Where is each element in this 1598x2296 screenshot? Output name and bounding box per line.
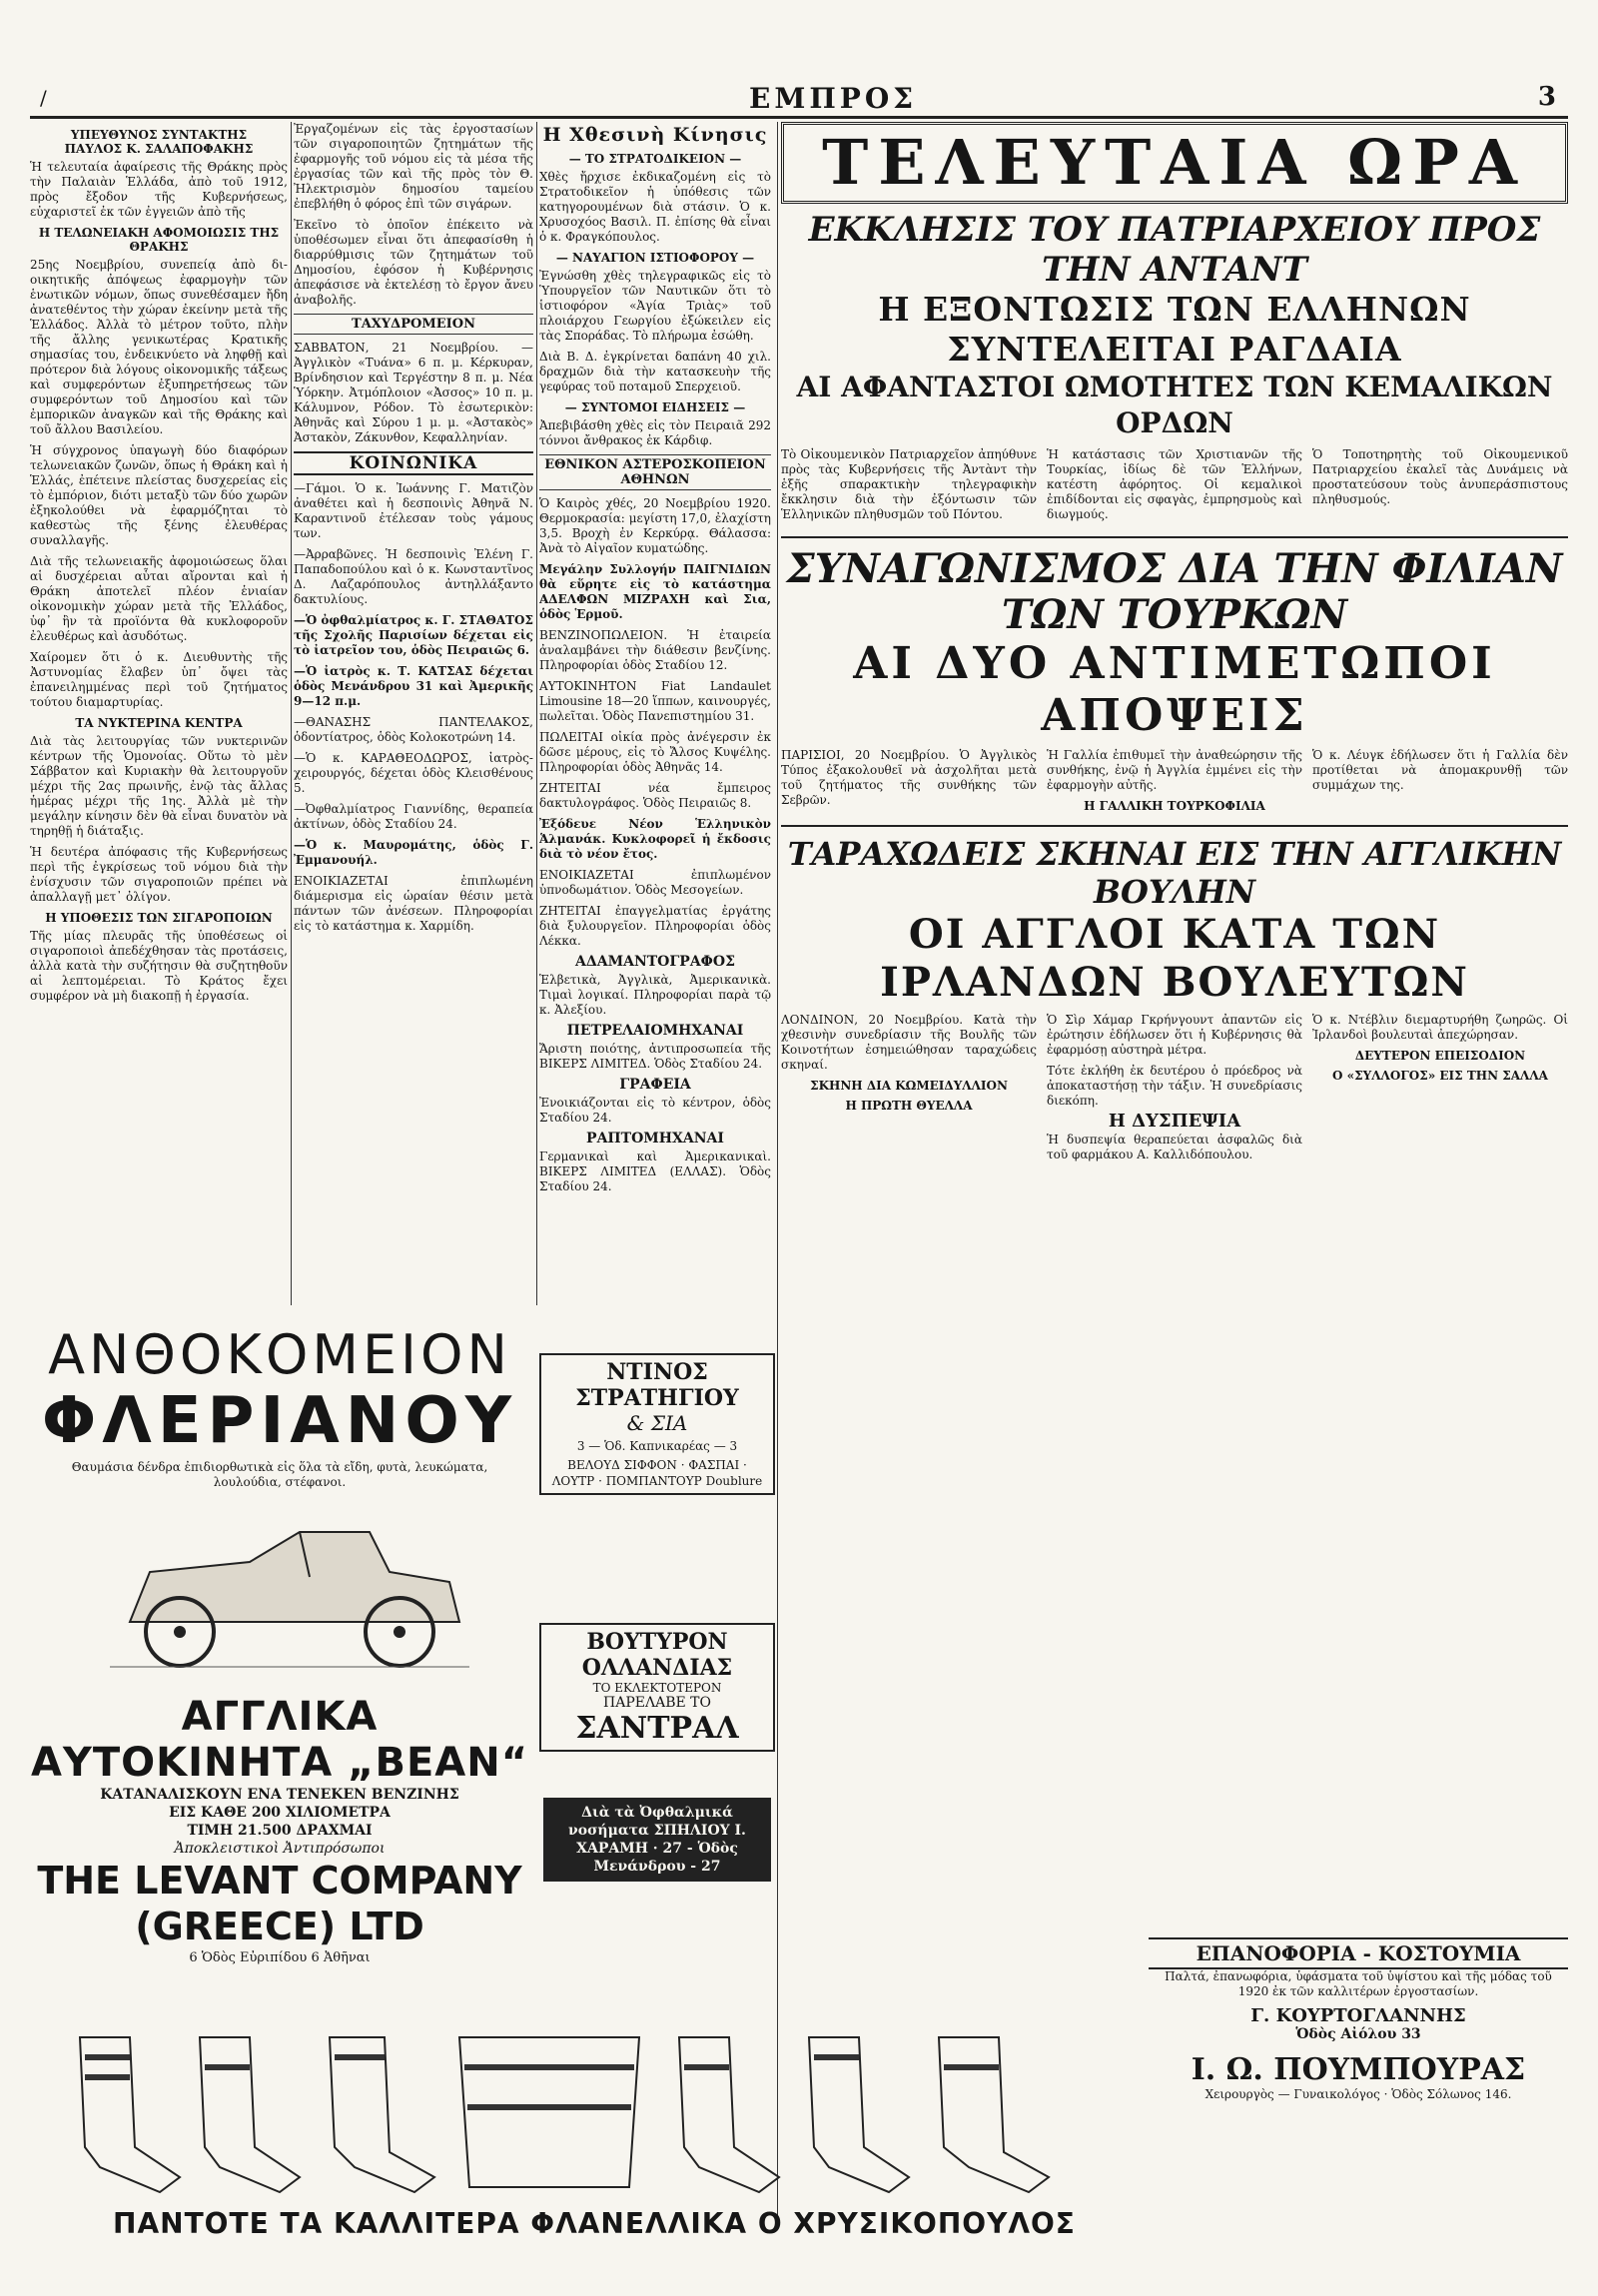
- social-item: —Ὁ ἰατρὸς κ. Τ. ΚΑΤΣΑΣ δέχεται ὁδὸς Μενάνδρου 31 καὶ Ἀμερικῆς 9—12 π.μ.: [294, 664, 533, 708]
- weather-report: Ὁ Καιρὸς χθές, 20 Νοεμβρίου 1920. Θερμοκρασία: μεγίστη 17,0, ἐλαχίστη 3,5. Βροχὴ ἐν Κερκύρᾳ. Θάλασσα: Ἀνὰ τὸ Αἰγαῖον κυματώδης.: [539, 496, 771, 555]
- article-paragraph: Διὰ τὰς λειτουργίας τῶν νυκτερινῶν κέντρων τῆς Ὁμονοίας. Οὕτω τὸ μὲν Σάββατον καὶ Κυριακὴν θὰ λειτουργοῦν μέχρι τῆς 2ας πρωινῆς, ἐνῷ τὰς ἄλλας ἡμέρας μέχρι τῆς 1ης. Ἀλλὰ μὲ τὴν μεγάλην κίνησιν δὲν θὰ εἶναι δυνατὸν νὰ τηρηθῇ ἡ διάταξις.: [30, 734, 288, 838]
- article-paragraph: Ἐκεῖνο τὸ ὁποῖον ἐπέκειτο νὰ ὑποθέσωμεν εἶναι ὅτι ἀπεφασίσθη ἡ διαρρύθμισις τῶν ζητημάτων τοῦ Δημοσίου, ἐφόσον ἡ Κυβέρνησις ἀπεφάσισε νὰ ἐκτελέσῃ τὸ ἔργον ἄνευ ἀναβολῆς.: [294, 218, 533, 307]
- social-item: —Ὁ κ. Μαυρομάτης, ὁδὸς Γ. Ἐμμανουήλ.: [294, 838, 533, 867]
- article-paragraph: Ἐγνώσθη χθὲς τηλεγραφικῶς εἰς τὸ Ὑπουργεῖον τῶν Ναυτικῶν ὅτι τὸ ἱστιοφόρον «Ἀγία Τριὰς» τοῦ πλοιάρχου Γεωργίου ἐξώκειλεν εἰς τὰς Σποράδας. Τὸ πλήρωμα ἐσώθη.: [539, 269, 771, 343]
- ad-text: Παλτά, ἐπανωφόρια, ὑφάσματα τοῦ ὑψίστου καὶ τῆς μόδας τοῦ 1920 ἐκ τῶν καλλιτέρων ἐργοστασίων.: [1165, 1969, 1552, 1998]
- headline: Η ΕΞΟΝΤΩΣΙΣ ΤΩΝ ΕΛΛΗΝΩΝ ΣΥΝΤΕΛΕΙΤΑΙ ΡΑΓΔΑΙΑ: [878, 290, 1471, 369]
- article-subheading: Η ΓΑΛΛΙΚΗ ΤΟΥΡΚΟΦΙΛΙΑ: [1084, 799, 1265, 813]
- article-paragraph: Τῆς μίας πλευρᾶς τῆς ὑποθέσεως οἱ σιγαροποιοὶ ἀπεδέχθησαν τὰς προτάσεις, ἀλλὰ κατὰ τὴν συζήτησιν θὰ συζητηθοῦν αἱ λεπτομέρειαι. Τὸ Κράτος ἔχει συμφέρον νὰ μὴ διακοπῇ ἡ ἐργασία.: [30, 929, 288, 1003]
- advertisement-block: [543, 1798, 771, 1882]
- article-paragraph: Χθὲς ἤρχισε ἐκδικαζομένη εἰς τὸ Στρατοδικεῖον ἡ ὑπόθεσις τῶν κατηγορουμένων διὰ στάσιν. Ὁ κ. Χρυσοχόος Βασιλ. Π. ἐπίσης θὰ εἶναι ὁ κ. Φραγκόπουλος.: [539, 170, 771, 244]
- article-paragraph: Ὁ Σὶρ Χάμαρ Γκρήνγουντ ἀπαντῶν εἰς ἐρώτησιν ἐδήλωσεν ὅτι ἡ Κυβέρνησις θὰ ἐφαρμόσῃ αὐστηρὰ μέτρα.: [1047, 1013, 1302, 1057]
- article-paragraph: Τὸ Οἰκουμενικὸν Πατριαρχεῖον ἀπηύθυνε πρὸς τὰς Κυβερνήσεις τῆς Ἀντὰντ τὴν ἑξῆς σπαρακτικὴν τηλεγραφικὴν ἔκκλησιν διὰ τὴν ἐξόντωσιν τῶν Ἑλληνικῶν πληθυσμῶν τοῦ Πόντου.: [781, 447, 1037, 521]
- ad-address: 6 Ὁδὸς Εὐριπίδου 6 Ἀθῆναι: [189, 1950, 371, 1965]
- classified-ad: ΒΕΝΖΙΝΟΠΩΛΕΙΟΝ. Ἡ ἐταιρεία ἀναλαμβάνει τὴν διάθεσιν βενζίνης. Πληροφορίαι ὁδὸς Σταδίου 12.: [539, 628, 771, 672]
- page-number: 3: [1537, 82, 1556, 112]
- ad-heading: ΓΡΑΦΕΙΑ: [619, 1077, 691, 1093]
- headline: ΣΥΝΑΓΩΝΙΣΜΟΣ ΔΙΑ ΤΗΝ ΦΙΛΙΑΝ ΤΩΝ ΤΟΥΡΚΩΝ: [786, 545, 1563, 638]
- article-heading: ΤΑ ΝΥΚΤΕΡΙΝΑ ΚΕΝΤΡΑ: [75, 716, 243, 730]
- ad-text: ΠΑΡΕΛΑΒΕ ΤΟ: [603, 1695, 711, 1711]
- section-heading: ΕΘΝΙΚΟΝ ΑΣΤΕΡΟΣΚΟΠΕΙΟΝ ΑΘΗΝΩΝ: [539, 454, 771, 490]
- ad-name: Γ. ΚΟΥΡΤΟΓΛΑΝΝΗΣ: [1250, 2005, 1466, 2026]
- headline: ΟΙ ΑΓΓΛΟΙ ΚΑΤΑ ΤΩΝ ΙΡΛΑΝΔΩΝ ΒΟΥΛΕΥΤΩΝ: [880, 911, 1469, 1006]
- car-illustration: [70, 1502, 489, 1682]
- column-divider: [536, 122, 537, 1305]
- article-paragraph: ΠΑΡΙΣΙΟΙ, 20 Νοεμβρίου. Ὁ Ἀγγλικὸς Τύπος ἐξακολουθεῖ νὰ ἀσχολῆται μετὰ τοῦ ζητήματος τῆς συνθήκης τῶν Σεβρῶν.: [781, 748, 1037, 807]
- classified-ad: ΕΝΟΙΚΙΑΖΕΤΑΙ ἐπιπλωμένη διάμερισμα εἰς ὡραίαν θέσιν μετὰ πάντων τῶν ἀνέσεων. Πληροφορίαι εἰς τὸ κατάστημα κ. Χαρμίδη.: [294, 874, 533, 933]
- ad-text: ΚΑΤΑΝΑΛΙΣΚΟΥΝ ΕΝΑ ΤΕΝΕΚΕΝ ΒΕΝΖΙΝΗΣ: [100, 1787, 459, 1803]
- section-divider: [781, 536, 1568, 538]
- socks-illustration: [40, 2027, 1139, 2197]
- ad-text: ΕΙΣ ΚΑΘΕ 200 ΧΙΛΙΟΜΕΤΡΑ: [169, 1805, 391, 1821]
- article-subheading: ΔΕΥΤΕΡΟΝ ΕΠΕΙΣΟΔΙΟΝ: [1354, 1049, 1526, 1063]
- classified-ad: ΖΗΤΕΙΤΑΙ νέα ἔμπειρος δακτυλογράφος. Ὁδὸς Πειραιῶς 8.: [539, 781, 771, 810]
- article-paragraph: 25ης Νοεμβρίου, συνεπείᾳ ἀπὸ δι-οικητικῆς ἀπόψεως ἐφαρμογὴν τῶν ἑνωτικῶν νόμων, ὅπως συνεθέσαμεν ἤδη ἀνατεθέντος τὴν χώραν ἐκείνην μετὰ τῆς Ἑλλάδος. Ἀλλὰ τὸ μέτρον τοῦτο, πλὴν τῆς ἄλλης γενικωτέρας Κρατικῆς σημασίας του, ἐνδεικνύετο νὰ ληφθῇ καὶ πρότερον διὰ λόγους οἰκονομικῆς τάξεως καὶ συμφερόντων ἐξυπηρετήσεως τῶν συμφερόντων τοῦ Δημοσίου καὶ τῶν ἐμπορικῶν ἀναγκῶν καὶ τῆς Θράκης καὶ τοῦ ἄλλου Βασιλείου.: [30, 258, 288, 436]
- headline: ΑΙ ΔΥΟ ΑΝΤΙΜΕΤΩΠΟΙ ΑΠΟΨΕΙΣ: [853, 638, 1496, 741]
- classified-ad: Ἄριστη ποιότης, ἀντιπροσωπεία τῆς ΒΙΚΕΡΣ ΛΙΜΙΤΕΔ. Ὁδὸς Σταδίου 24.: [539, 1042, 771, 1071]
- article-paragraph: Ἡ δευτέρα ἀπόφασις τῆς Κυβερνήσεως περὶ τῆς ἐγκρίσεως τοῦ νόμου διὰ τὴν ἐνίσχυσιν τῶν σιγαροποιῶν πρέπει νὰ ἀπαλλαγῇ μετ᾽ ὀλίγον.: [30, 845, 288, 904]
- latest-news-section: [781, 122, 1568, 1168]
- article-body: [781, 447, 1568, 528]
- ad-name: Ι. Ω. ΠΟΥΜΠΟΥΡΑΣ: [1191, 2052, 1526, 2087]
- article-paragraph: Ὁ κ. Ντέβλιν διεμαρτυρήθη ζωηρῶς. Οἱ Ἰρλανδοὶ βουλευταὶ ἀπεχώρησαν.: [1312, 1013, 1568, 1042]
- article-paragraph: Διὰ τῆς τελωνειακῆς ἀφομοιώσεως ὅλαι αἱ δυσχέρειαι αὗται αἴρονται καὶ ἡ Θράκη ἀποτελεῖ πλέον ἑνιαίαν οἰκονομικὴν χώραν μετὰ τῆς Ἑλλάδος, ὑφ᾽ ἣν τὰ προϊόντα θὰ κυκλοφοροῦν ἐλευθέρως καὶ ἀσυδότως.: [30, 554, 288, 643]
- article-paragraph: Διὰ Β. Δ. ἐγκρίνεται δαπάνη 40 χιλ. δραχμῶν διὰ τὴν κατασκευὴν τῆς γεφύρας τοῦ ποταμοῦ Σπερχειοῦ.: [539, 350, 771, 393]
- classified-ad: Ἑλβετικὰ, Ἀγγλικὰ, Ἀμερικανικὰ. Τιμαὶ λογικαί. Πληροφορίαι παρὰ τῷ κ. Ἀλεξίου.: [539, 973, 771, 1017]
- column-divider: [777, 122, 778, 2229]
- ad-heading: ΑΔΑΜΑΝΤΟΓΡΑΦΟΣ: [575, 954, 735, 970]
- ad-text: ΤΙΜΗ 21.500 ΔΡΑΧΜΑΙ: [187, 1823, 373, 1839]
- section-heading: ΚΟΙΝΩΝΙΚΑ: [294, 451, 533, 475]
- article-paragraph: ΣΑΒΒΑΤΟΝ, 21 Νοεμβρίου. — Ἀγγλικὸν «Τυάνα» 6 π. μ. Κέρκυραν, Βρίνδησιον καὶ Τεργέστην 8 π. μ. Νέα Ὑόρκην. Ἀτμόπλοιον «Ἀσσος» 10 π. μ. Κάλυμνον, Ρόδον. Τὸ ἐσωτερικὸν: Ἀθηνᾶς καὶ Σύρου 1 μ. μ. «Ἀστακὸς» Ἀστακὸν, Ζάκυνθον, Κεφαλληνίαν.: [294, 341, 533, 444]
- classified-ad: Ἐξόδευε Νέον Ἑλληνικὸν Ἁλμανάκ. Κυκλοφορεῖ ἡ ἔκδοσις διὰ τὸ νέον ἔτος.: [539, 817, 771, 861]
- ad-title: ΝΤΙΝΟΣ ΣΤΡΑΤΗΓΙΟΥ: [575, 1359, 739, 1411]
- column-1: [30, 122, 288, 1310]
- ad-text: ΤΟ ΕΚΛΕΚΤΟΤΕΡΟΝ: [592, 1681, 722, 1695]
- article-paragraph: Ἡ δυσπεψία θεραπεύεται ἀσφαλῶς διὰ τοῦ φαρμάκου Α. Καλλιδόπουλου.: [1047, 1133, 1302, 1161]
- article-paragraph: Ἡ σύγχρονος ὑπαγωγὴ δύο διαφόρων τελωνειακῶν ζωνῶν, ὅπως ἡ Θράκη καὶ ἡ Ἑλλάς, ἐπέτεινε πλείστας δυσχερείας εἰς τὸ ἐμπόριον, διότι μεταξὺ τῶν δύο χωρῶν ἐξηκολούθει νὰ ἐφαρμόζηται τὸ καθεστὼς τῆς ξένης ἐλευθέρας συναλλαγῆς.: [30, 443, 288, 547]
- article-paragraph: Ἀπεβιβάσθη χθὲς εἰς τὸν Πειραιᾶ 292 τόννοι ἄνθρακος ἐκ Κάρδιφ.: [539, 418, 771, 447]
- ad-title: & ΣΙΑ: [626, 1411, 688, 1435]
- news-subheading: — ΝΑΥΑΓΙΟΝ ΙΣΤΙΟΦΟΡΟΥ —: [555, 251, 755, 265]
- social-item: —Ὀφθαλμίατρος Γιαννίδης, θεραπεία ἀκτίνων, ὁδὸς Σταδίου 24.: [294, 802, 533, 831]
- column-heading: Η Χθεσινὴ Κίνησις: [542, 124, 768, 146]
- column-3: [539, 122, 771, 1345]
- social-item: —Ἀρραβῶνες. Ἡ δεσποινὶς Ἐλένη Γ. Παπαδοπούλου καὶ ὁ κ. Κωνσταντῖνος Δ. Λαζαρόπουλος ἀντηλλάξαντο δακτυλίους.: [294, 547, 533, 606]
- ad-address: Ὁδὸς Αἰόλου 33: [1295, 2026, 1421, 2042]
- newspaper-title: ΕΜΠΡΟΣ: [749, 82, 918, 115]
- social-item: —Ὁ ὀφθαλμίατρος κ. Γ. ΣΤΑΘΑΤΟΣ τῆς Σχολῆς Παρισίων δέχεται εἰς τὸ ἰατρεῖον του, ὁδὸς Πειραιῶς 6.: [294, 613, 533, 657]
- classified-ad: ΖΗΤΕΙΤΑΙ ἐπαγγελματίας ἐργάτης διὰ ξυλουργεῖον. Πληροφορίαι ὁδὸς Λέκκα.: [539, 904, 771, 948]
- ad-heading: ΡΑΠΤΟΜΗΧΑΝΑΙ: [586, 1131, 724, 1147]
- masthead-mark: /: [40, 86, 47, 110]
- section-divider: [781, 825, 1568, 827]
- classified-ad: ΠΩΛΕΙΤΑΙ οἰκία πρὸς ἀνέγερσιν ἐκ δῶσε μέρους, εἰς τὸ Ἄλσος Κυψέλης. Πληροφορίαι ὁδὸς Ἀθηνᾶς 14.: [539, 730, 771, 774]
- classified-ad: ΕΝΟΙΚΙΑΖΕΤΑΙ ἐπιπλωμένον ὑπνοδωμάτιον. Ὁδὸς Μεσογείων.: [539, 868, 771, 897]
- ad-text: Ἀποκλειστικοὶ Ἀντιπρόσωποι: [174, 1841, 386, 1857]
- social-item: —ΘΑΝΑΣΗΣ ΠΑΝΤΕΛΑΚΟΣ, ὁδοντίατρος, ὁδὸς Κολοκοτρώνη 14.: [294, 715, 533, 744]
- article-paragraph: Ἡ κατάστασις τῶν Χριστιανῶν τῆς Τουρκίας, ἰδίως δὲ τῶν Ἑλλήνων, κατέστη ἀφόρητος. Οἱ κεμαλικοὶ ἐπιδίδονται εἰς σφαγὰς, ἐμπρησμοὺς καὶ διωγμούς.: [1047, 447, 1302, 521]
- masthead: [30, 82, 1568, 119]
- article-heading: Η ΥΠΟΘΕΣΙΣ ΤΩΝ ΣΙΓΑΡΟΠΟΙΩΝ: [45, 911, 273, 925]
- news-subheading: — ΤΟ ΣΤΡΑΤΟΔΙΚΕΙΟΝ —: [568, 152, 742, 166]
- headline: ΕΚΚΛΗΣΙΣ ΤΟΥ ΠΑΤΡΙΑΡΧΕΙΟΥ ΠΡΟΣ ΤΗΝ ΑΝΤΑΝΤ: [808, 210, 1541, 290]
- article-body: [781, 1013, 1568, 1168]
- article-paragraph: Χαίρομεν ὅτι ὁ κ. Διευθυντὴς τῆς Ἀστυνομίας ἔλαβεν ὑπ᾽ ὄψει τὰς ἐπανειλημμένας περὶ τοῦ ζητήματος τούτου διαμαρτυρίας.: [30, 650, 288, 709]
- article-subheading: Η ΔΥΣΠΕΨΙΑ: [1108, 1111, 1241, 1132]
- ad-title: ΦΛΕΡΙΑΝΟΥ: [41, 1384, 518, 1458]
- ad-title: ΣΑΝΤΡΑΛ: [575, 1711, 739, 1746]
- classified-ad: ΑΥΤΟΚΙΝΗΤΟΝ Fiat Landaulet Limousine 18—20 ἵππων, καινουργές, πωλεῖται. Ὁδὸς Πανεπιστημίου 31.: [539, 679, 771, 723]
- article-paragraph: Ἡ τελευταία ἀφαίρεσις τῆς Θράκης πρὸς τὴν Παλαιὰν Ἑλλάδα, ἀπὸ τοῦ 1912, πρὸς ἔξοδον τῆς Κυβερνήσεως, εὐχαριστεῖ ἐκ τῶν ἐγγειῶν ἀπὸ τῆς: [30, 160, 288, 219]
- article-heading: Η ΤΕΛΩΝΕΙΑΚΗ ΑΦΟΜΟΙΩΣΙΣ ΤΗΣ ΘΡΑΚΗΣ: [38, 226, 280, 254]
- headline: ΑΙ ΑΦΑΝΤΑΣΤΟΙ ΩΜΟΤΗΤΕΣ ΤΩΝ ΚΕΜΑΛΙΚΩΝ ΟΡΔΩΝ: [796, 371, 1553, 439]
- social-item: —Ὁ κ. ΚΑΡΑΘΕΟΔΩΡΟΣ, ἰατρὸς-χειρουργός, δέχεται ὁδὸς Κλεισθένους 5.: [294, 751, 533, 795]
- article-subheading: Ο «ΣΥΛΛΟΓΟΣ» ΕΙΣ ΤΗΝ ΣΑΛΛΑ: [1332, 1069, 1548, 1083]
- classified-ad: Μεγάλην Συλλογήν ΠΑΙΓΝΙΔΙΩΝ θὰ εὕρητε εἰς τὸ κατάστημα ΑΔΕΛΦΩΝ ΜΙΖΡΑΧΗ καὶ Σια, ὁδὸς Ἑρμοῦ.: [539, 562, 771, 621]
- section-heading: ΤΑΧΥΔΡΟΜΕΙΟΝ: [294, 314, 533, 335]
- article-subheading: ΣΚΗΝΗ ΔΙΑ ΚΩΜΕΙΔΥΛΛΙΟΝ: [810, 1079, 1008, 1093]
- ad-title: ΒΟΥΤΥΡΟΝ ΟΛΛΑΝΔΙΑΣ: [581, 1629, 733, 1681]
- section-banner: ΤΕΛΕΥΤΑΙΑ ΩΡΑ: [781, 122, 1568, 204]
- article-paragraph: Ὁ κ. Λέυγκ ἐδήλωσεν ὅτι ἡ Γαλλία δὲν προτίθεται νὰ ἀπομακρυνθῇ τῶν συμμάχων της.: [1312, 748, 1568, 792]
- article-paragraph: Τότε ἐκλήθη ἐκ δευτέρου ὁ πρόεδρος νὰ ἀποκαταστήσῃ τὴν τάξιν. Ἡ συνεδρίασις διεκόπη.: [1047, 1064, 1302, 1108]
- article-subheading: Η ΠΡΩΤΗ ΘΥΕΛΛΑ: [845, 1099, 973, 1113]
- ad-address: 3 — Ὁδ. Καπνικαρέας — 3: [576, 1439, 738, 1453]
- ad-title: ΑΓΓΛΙΚΑ ΑΥΤΟΚΙΝΗΤΑ „BEAN“: [30, 1694, 529, 1786]
- ad-text: Θαυμάσια δένδρα ἐπιδιορθωτικὰ εἰς ὅλα τὰ εἴδη, φυτὰ, λευκώματα, λουλούδια, στέφανοι.: [71, 1460, 488, 1489]
- ad-title: ΑΝΘΟΚΟΜΕΙΟΝ: [48, 1323, 511, 1386]
- ad-text: Διὰ τὰ Ὀφθαλμικά νοσήματα ΣΠΗΛΙΟΥ Ι. ΧΑΡΑΜΗ · 27 - Ὁδὸς Μενάνδρου - 27: [568, 1805, 746, 1875]
- advertisement-block: [539, 1353, 775, 1495]
- ad-company: THE LEVANT COMPANY (GREECE) LTD: [37, 1859, 522, 1948]
- classified-ad: Γερμανικαὶ καὶ Ἀμερικανικαὶ. ΒΙΚΕΡΣ ΛΙΜΙΤΕΔ (ΕΛΛΑΣ). Ὁδὸς Σταδίου 24.: [539, 1149, 771, 1193]
- news-subheading: — ΣΥΝΤΟΜΟΙ ΕΙΔΗΣΕΙΣ —: [564, 400, 746, 414]
- article-paragraph: Ἐργαζομένων εἰς τὰς ἐργοστασίων τῶν σιγαροποιητῶν ζητημάτων τῆς ἐφαρμογῆς τοῦ νόμου εἰς τὰ μέσα τῆς ἐργασίας τῶν καὶ τῆς πρὸς τὸν Θ. Ἠλεκτρισμὸν δημοσίου ταμείου ἐπεβλήθη ὁ φόρος ἐπὶ τῶν σιγάρων.: [294, 122, 533, 211]
- column-divider: [291, 122, 292, 1305]
- advertisement-block: [1149, 1937, 1568, 2101]
- article-paragraph: Ὁ Τοποτηρητὴς τοῦ Οἰκουμενικοῦ Πατριαρχείου ἐκαλεῖ τὰς Δυνάμεις νὰ προστατεύσουν τοὺς ἀνυπεράσπιστους πληθυσμούς.: [1312, 447, 1568, 506]
- ad-heading: ΠΕΤΡΕΛΑΙΟΜΗΧΑΝΑΙ: [566, 1023, 744, 1039]
- article-paragraph: ΛΟΝΔΙΝΟΝ, 20 Νοεμβρίου. Κατὰ τὴν χθεσινὴν συνεδρίασιν τῆς Βουλῆς τῶν Κοινοτήτων ἐσημειώθησαν ταραχώδεις σκηναί.: [781, 1013, 1037, 1072]
- editor-credit: ΥΠΕΥΘΥΝΟΣ ΣΥΝΤΑΚΤΗΣ ΠΑΥΛΟΣ Κ. ΣΑΛΑΠΟΦΑΚΗΣ: [64, 128, 254, 156]
- ad-title: ΕΠΑΝΟΦΟΡΙΑ - ΚΟΣΤΟΥΜΙΑ: [1149, 1937, 1568, 1969]
- ad-text: ΒΕΛΟΥΔ ΣΙΦΦΟΝ · ΦΑΣΠΑΙ · ΛΟΥΤΡ · ΠΟΜΠΑΝΤΟΥΡ Doublure: [551, 1458, 763, 1488]
- classified-ad: Ἐνοικιάζονται εἰς τὸ κέντρον, ὁδὸς Σταδίου 24.: [539, 1096, 771, 1125]
- column-2: [294, 122, 533, 1310]
- headline: ΤΑΡΑΧΩΔΕΙΣ ΣΚΗΝΑΙ ΕΙΣ ΤΗΝ ΑΓΓΛΙΚΗΝ ΒΟΥΛΗΝ: [787, 835, 1562, 911]
- advertisement-block: [539, 1623, 775, 1752]
- ad-text: Χειρουργὸς — Γυναικολόγος · Ὁδὸς Σόλωνος 146.: [1204, 2087, 1512, 2101]
- article-paragraph: Ἡ Γαλλία ἐπιθυμεῖ τὴν ἀναθεώρησιν τῆς συνθήκης, ἐνῷ ἡ Ἀγγλία ἐμμένει εἰς τὴν ἐφαρμογὴν αὐτῆς.: [1047, 748, 1302, 792]
- article-body: [781, 748, 1568, 817]
- social-item: —Γάμοι. Ὁ κ. Ἰωάννης Γ. Ματιζὸν ἀναθέτει καὶ ἡ δεσποινὶς Ἀθηνᾶ Ν. Καραντινοῦ ἐτέλεσαν τοὺς γάμους των.: [294, 481, 533, 540]
- ad-slogan: ΠΑΝΤΟΤΕ ΤΑ ΚΑΛΛΙΤΕΡΑ ΦΛΑΝΕΛΛΙΚΑ Ο ΧΡΥΣΙΚΟΠΟΥΛΟΣ: [113, 2207, 1076, 2240]
